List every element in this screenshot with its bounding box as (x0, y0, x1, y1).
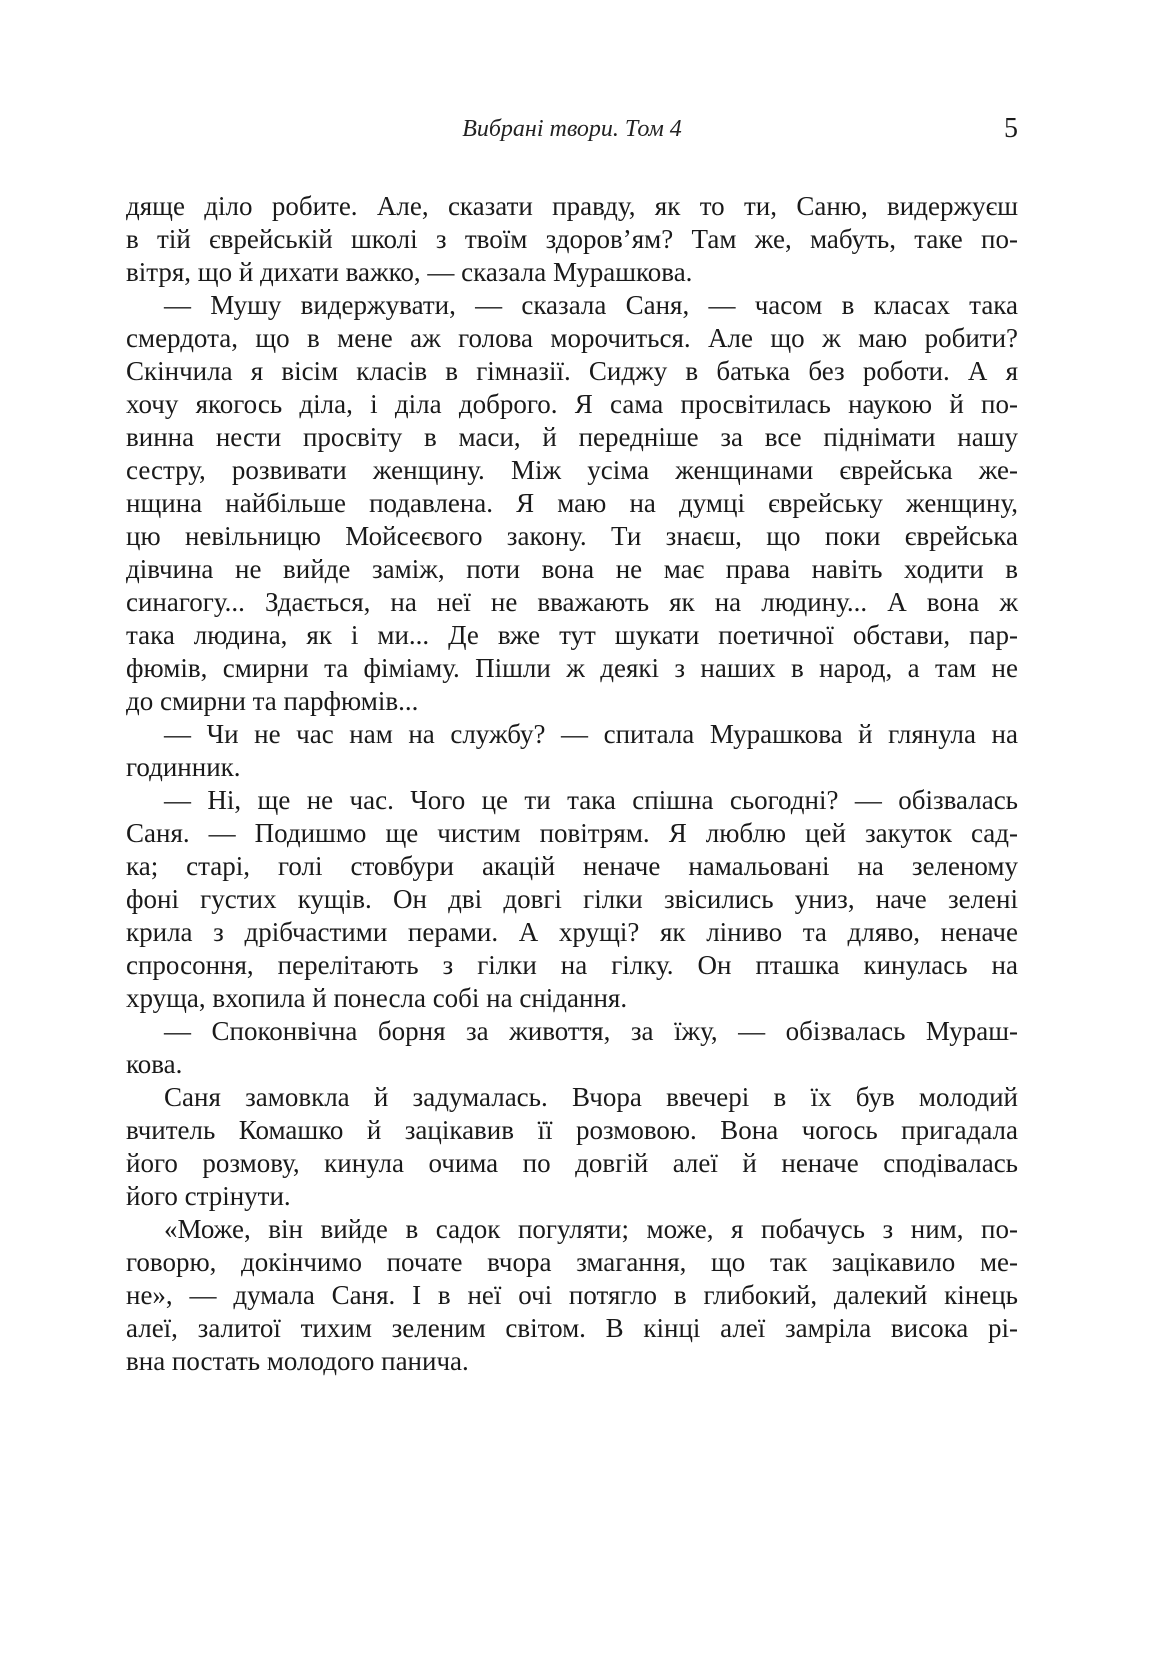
text-line: його розмову, кинула очима по довгій алеї й неначе сподівалась (126, 1148, 1018, 1178)
page-number: 5 (1004, 113, 1018, 144)
text-line: — Споконвічна борня за живоття, за їжу, — обізвалась Мураш- (164, 1016, 1018, 1046)
text-line: синагогу... Здається, на неї не вважають як на людину... А вона ж (126, 587, 1018, 617)
text-line: Саня. — Подишмо ще чистим повітрям. Я люблю цей закуток сад- (126, 818, 1018, 848)
text-line: спросоння, перелітають з гілки на гілку. Он пташка кинулась на (126, 950, 1018, 980)
text-line: вітря, що й дихати важко, — сказала Мурашкова. (126, 257, 693, 287)
text-line: дівчина не вийде заміж, поти вона не має права навіть ходити в (126, 554, 1018, 584)
text-line: «Може, він вийде в садок погуляти; може, я побачусь з ним, по- (164, 1214, 1018, 1244)
text-line: дяще діло робите. Але, сказати правду, як то ти, Саню, видержуєш (126, 191, 1018, 221)
text-line: вчитель Комашко й зацікавив її розмовою. Вона чогось пригадала (126, 1115, 1018, 1145)
text-line: алеї, залитої тихим зеленим світом. В кінці алеї замріла висока рі- (126, 1313, 1018, 1343)
paragraph (126, 1015, 1018, 1081)
text-line: Саня замовкла й задумалась. Вчора ввечері в їх був молодий (164, 1082, 1018, 1112)
text-line: ка; старі, голі стовбури акацій неначе намальовані на зеленому (126, 851, 1018, 881)
paragraph (126, 718, 1018, 784)
text-line: не», — думала Саня. І в неї очі потягло в глибокий, далекий кінець (126, 1280, 1018, 1310)
text-line: крила з дрібчастими перами. А хрущі? як ліниво та дляво, неначе (126, 917, 1018, 947)
paragraph (126, 190, 1018, 289)
paragraph (126, 289, 1018, 718)
text-line: смердота, що в мене аж голова морочиться. Але що ж маю робити? (126, 323, 1018, 353)
text-line: цю невільницю Мойсеєвого закону. Ти знаєш, що поки єврейська (126, 521, 1018, 551)
text-line: сестру, розвивати женщину. Між усіма женщинами єврейська же- (126, 455, 1018, 485)
paragraph (126, 1081, 1018, 1213)
text-line: кова. (126, 1049, 183, 1079)
running-header (126, 112, 1018, 146)
text-line: — Чи не час нам на службу? — спитала Мурашкова й глянула на (164, 719, 1018, 749)
text-line: говорю, докінчимо почате вчора змагання, що так зацікавило ме- (126, 1247, 1018, 1277)
text-line: така людина, як і ми... Де вже тут шукати поетичної обстави, пар- (126, 620, 1018, 650)
text-line: в тій єврейській школі з твоїм здоров’ям? Там же, мабуть, таке по- (126, 224, 1018, 254)
text-line: винна нести просвіту в маси, й передніше за все піднімати нашу (126, 422, 1018, 452)
text-line: — Мушу видержувати, — сказала Саня, — часом в класах така (164, 290, 1018, 320)
text-line: вна постать молодого панича. (126, 1346, 469, 1376)
text-line: хруща, вхопила й понесла собі на снідання. (126, 983, 628, 1013)
text-body (126, 190, 1018, 1378)
text-line: Скінчила я вісім класів в гімназії. Сиджу в батька без роботи. А я (126, 356, 1018, 386)
paragraph (126, 784, 1018, 1015)
text-line: — Ні, ще не час. Чого це ти така спішна сьогодні? — обізвалась (164, 785, 1018, 815)
text-line: фюмів, смирни та фіміаму. Пішли ж деякі з наших в народ, а там не (126, 653, 1018, 683)
paragraph (126, 1213, 1018, 1378)
text-line: до смирни та парфюмів... (126, 686, 419, 716)
text-line: годинник. (126, 752, 241, 782)
running-header-title: Вибрані твори. Том 4 (462, 116, 682, 142)
text-line: фоні густих кущів. Он дві довгі гілки звісились униз, наче зелені (126, 884, 1018, 914)
text-line: нщина найбільше подавлена. Я маю на думці єврейську женщину, (126, 488, 1018, 518)
text-line: його стрінути. (126, 1181, 291, 1211)
text-line: хочу якогось діла, і діла доброго. Я сама просвітилась наукою й по- (126, 389, 1018, 419)
